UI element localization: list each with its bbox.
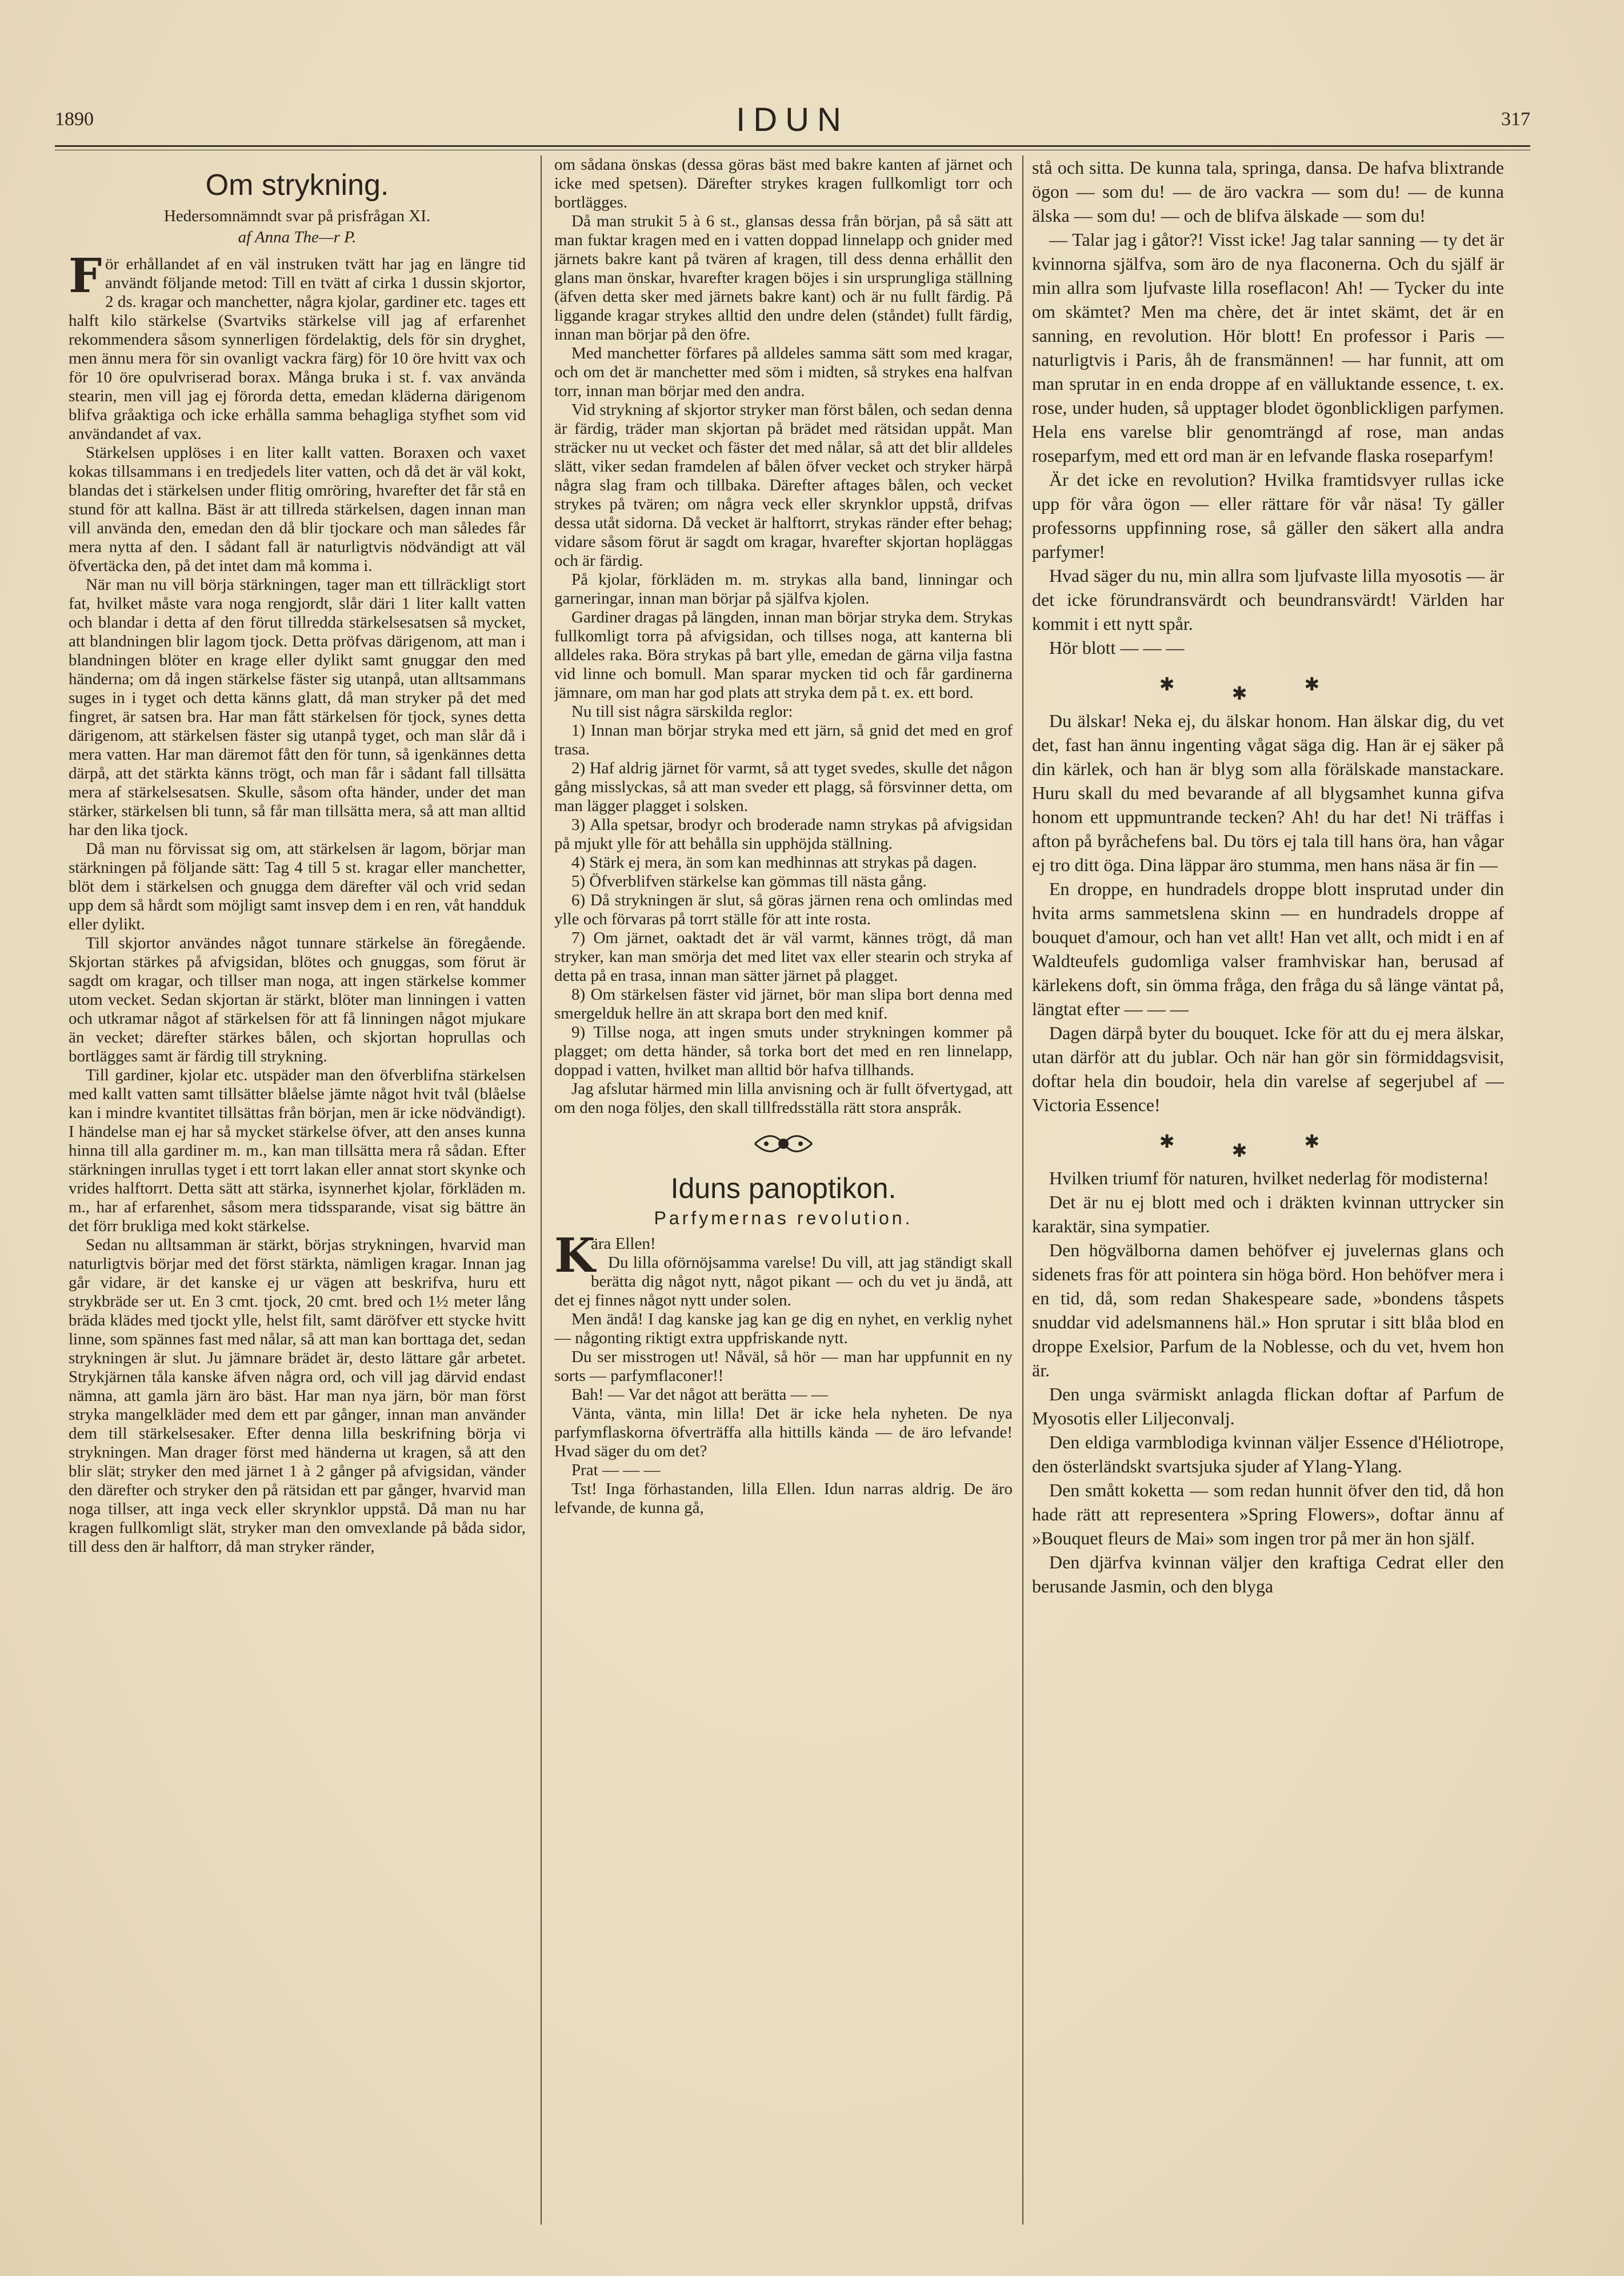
letter-paragraph: Du älskar! Neka ej, du älskar honom. Han älskar dig, du vet det, fast han ännu ingenting vågat säga dig. Han är ej säker på din kärlek, och han är blyg som alla förälskade manstackare. Huru skall du med bevarande af all blygsamhet kunna gifva honom ett uppmuntrande tecken? Ah! du har det! Ni träffas i afton på byråchefens bal. Du törs ej tala till hans öra, han vågar ej tro ditt öga. Dina läppar äro stumma, men hans näsa är fin — xyxy=(1032,710,1504,875)
article-byline: af Anna The—r P. xyxy=(238,228,357,246)
letter-paragraph: Prat — — — xyxy=(571,1461,661,1479)
section-title: Iduns panoptikon. xyxy=(670,1172,897,1204)
rule-item: 7) Om järnet, oaktadt det är väl varmt, kännes trögt, då man stryker, kan man smörja det med litet vax eller stearin och stryka af detta på en trasa, innan man sätter järnet på plagget. xyxy=(554,929,1013,985)
article-subtitle: Hedersomnämndt svar på prisfrågan XI. xyxy=(163,207,431,225)
letter-paragraph: En droppe, en hundradels droppe blott insprutad under din hvita arms sammetslena skinn — en hundradels droppe af bouquet d'amour, och han vet allt! Han vet allt, och midt i en af Waldteufels gudomliga valser framhviskar han, berusad af kärlekens doft, sin ömma fråga, den fråga du så länge väntat på, längtat efter — — — xyxy=(1032,879,1504,1019)
article-paragraph: Då man nu förvissat sig om, att stärkelsen är lagom, börjar man stärkningen på följande sätt: Tag 4 till 5 st. kragar eller manchetter, blöt dem i stärkelsen och gnugga dem därefter väl och vrid sedan upp dem så hårdt som möjligt samt insvep dem i en ren, våt handduk eller dylikt. xyxy=(69,840,526,933)
header-rule xyxy=(55,145,1530,147)
letter-paragraph: Den djärfva kvinnan väljer den kraftiga Cedrat eller den berusande Jasmin, och den blyga xyxy=(1032,1552,1504,1596)
letter-paragraph: Den smått koketta — som redan hunnit öfver den tid, då hon hade rätt att representera »Spring Flowers», doftar ännu af »Bouquet fleurs de Mai» som ingen tror på mer än hon själf. xyxy=(1032,1480,1504,1548)
rule-item: 1) Innan man börjar stryka med ett järn, så gnid det med en grof trasa. xyxy=(554,721,1013,758)
column-divider-1 xyxy=(541,155,542,2225)
article-paragraph: Jag afslutar härmed min lilla anvisning och är fullt öfvertygad, att om den noga följes, den skall tillfredsställa rätt stora anspråk. xyxy=(554,1080,1013,1117)
asterism-divider-icon: ✱✱✱ xyxy=(1159,674,1377,704)
article-paragraph: Till skjortor användes något tunnare stärkelse än föregående. Skjortan stärkes på afvigsidan, blötes och gnuggas, som förut är sagdt om kragar, och tillser man noga, att ingen stärkelse kommer utom vecket. Sedan skjortan är stärkt, blöter man linningen i vatten och utkramar något af stärkelsen för att få linningen något mjukare än vecket; därefter stärkes bålen, och skjortan hoprullas och bortlägges samt är färdig till strykning. xyxy=(69,934,526,1065)
section-subtitle: Parfymernas revolution. xyxy=(654,1208,913,1228)
masthead-title: IDUN xyxy=(736,101,849,138)
letter-paragraph: Den unga svärmiskt anlagda flickan doftar af Parfum de Myosotis eller Liljeconvalj. xyxy=(1032,1384,1504,1428)
article-paragraph: För erhållandet af en väl instruken tvätt har jag en längre tid användt följande metod: Till en tvätt af cirka 1 dussin skjortor, 2 ds. kragar och manchetter, några kjolar, gardiner etc. tages ett halft kilo stärkelse (Svartviks stärkelse vill jag af erfarenhet rekommendera såsom synnerligen fördelaktig, dels för sin dryghet, men ännu mera för sin ovanligt vackra färg) för 10 öre hvitt vax och för 10 öre opulvriserad borax. Många bruka i st. f. vax använda stearin, men vill jag ej förorda detta, emedan kläderna därigenom blifva gråaktiga och icke erhålla samma behagliga styfhet som vid användandet af vax. xyxy=(69,249,526,443)
rules-heading: Nu till sist några särskilda reglor: xyxy=(571,702,793,721)
rule-item: 4) Stärk ej mera, än som kan medhinnas att strykas på dagen. xyxy=(571,853,977,872)
letter-paragraph: Du ser misstrogen ut! Nåväl, så hör — man har uppfunnit en ny sorts — parfymflaconer!! xyxy=(554,1348,1013,1385)
rule-item: 5) Öfverblifven stärkelse kan gömmas till nästa gång. xyxy=(571,872,927,891)
letter-paragraph: Du lilla oförnöjsamma varelse! Du vill, att jag ständigt skall berätta dig något nytt, något pikant — och du vet ju ändå, att det ej finnes något nytt under solen. xyxy=(554,1253,1013,1309)
article-paragraph: om sådana önskas (dessa göras bäst med bakre kanten af järnet och icke med spetsen). Därefter strykes kragen fullkomligt torr och bortlägges. xyxy=(554,155,1013,211)
letter-paragraph: Hvilken triumf för naturen, hvilket nederlag för modisterna! xyxy=(1049,1168,1489,1188)
header-year: 1890 xyxy=(55,109,94,130)
letter-paragraph: Den eldiga varmblodiga kvinnan väljer Essence d'Héliotrope, den österländskt svartsjuka sjuder af Ylang-Ylang. xyxy=(1032,1432,1504,1476)
article-paragraph: Sedan nu alltsamman är stärkt, börjas strykningen, hvarvid man naturligtvis börjar med det först stärkta, nämligen kragar. Innan jag går vidare, är det kanske ej ur vägen att beskrifva, huru ett strykbräde ser ut. En 3 cmt. tjock, 20 cmt. bred och 1½ meter lång bräda klädes med tjockt ylle, helst filt, samt däröfver ett stycke hvitt linne, som spännes fast med nålar, så att man kan borttaga det, sedan strykningen är slut. Ju jämnare brädet är, desto lättare går arbetet. Strykjärnen tåla kanske äfven några ord, och vill jag därvid endast nämna, att gamla järn äro bäst. Har man nya järn, bör man först stryka mangelkläder med dem ett par gånger, innan man använder dem till stärkelsesaker. Efter denna lilla beskrifning börja vi strykningen. Man drager först med händerna ut kragen, så att den blir slät; stryker den med järnet 1 à 2 gånger på afvigsidan, vänder den därefter och stryker den på rätsidan ett par gånger, hvarvid man noga tillser, att inga veck eller skrynklor uppstå. Då man nu har kragen fullkomligt slät, stryker man den omvexlande på båda sidor, till dess den är halftorr, då man stryker ränder, xyxy=(69,1236,526,1556)
letter-paragraph: — Talar jag i gåtor?! Visst icke! Jag talar sanning — ty det är kvinnorna själfva, som äro de nya flaconerna. Och du själf är min allra som ljufvaste lilla roseflacon! Ah! — Tycker du inte om skämtet? Men ma chère, det är intet skämt, det är en sanning, en revolution. Hör blott! En professor i Paris — naturligtvis i Paris, åh de fransmännen! — har funnit, att om man sprutar in en enda droppe af en välluktande essence, t. ex. rose, under huden, så upptager blodet ögonblickligen parfymen. Hela ens varelse blir genomträngd af rose, man andas roseparfym, med ett ord man är en lefvande flaska roseparfym! xyxy=(1032,229,1504,466)
letter-paragraph: Hvad säger du nu, min allra som ljufvaste lilla myosotis — är det icke förundransvärdt och beundransvärdt! Världen har kommit i ett nytt spår. xyxy=(1032,565,1504,634)
letter-paragraph: Dagen därpå byter du bouquet. Icke för att du ej mera älskar, utan därför att du jublar. Och när han gör sin förmiddagsvisit, doftar hela din boudoir, hela din varelse af segerjubel af — Victoria Essence! xyxy=(1032,1023,1504,1115)
article-paragraph: Vid strykning af skjortor stryker man först bålen, och sedan denna är färdig, träder man skjortan på brädet med rätsidan uppåt. Man sträcker nu ut vecket och fäster det med nålar, så att det blir alldeles slätt, viker sedan framdelen af bålen öfver vecket och stryker härpå några slag fram och tillbaka. Därefter aftages bålen, och vecket strykes på tvären; om några veck eller skrynklor uppstå, drifvas dessa utåt sidorna. Då vecket är halftorrt, strykas ränder efter behag; vidare såsom förut är sagdt om kragar, hvarefter skjortan hopläggas och är färdig. xyxy=(554,401,1013,570)
letter-paragraph: Det är nu ej blott med och i dräkten kvinnan uttrycker sin karaktär, sina sympatier. xyxy=(1032,1192,1504,1236)
letter-paragraph: Tst! Inga förhastanden, lilla Ellen. Idun narras aldrig. De äro lefvande, de kunna gå, xyxy=(554,1480,1013,1517)
article-paragraph: Då man strukit 5 à 6 st., glansas dessa från början, på så sätt att man fuktar kragen med en i vatten doppad linnelapp och gnider med järnets bakre kant på tvären af kragen, till dess denna erhållit den glans man önskar, hvarefter kragen böjes i sin ursprungliga ställning (äfven detta sker med järnets bakre kant) och är nu fullt färdig. På liggande kragar strykes alltid den undre delen (ståndet) fullt färdig, innan man börjar på den öfre. xyxy=(554,212,1013,344)
rule-item: 8) Om stärkelsen fäster vid järnet, bör man slipa bort denna med smergelduk hellre än att skrapa bort den med knif. xyxy=(554,985,1013,1023)
column-3 xyxy=(1032,155,1504,2225)
rule-item: 6) Då strykningen är slut, så göras järnen rena och omlindas med ylle och förvaras på torrt ställe för att inte rosta. xyxy=(554,891,1013,928)
letter-salutation: K ära Ellen! xyxy=(554,1228,656,1283)
article-title: Om strykning. xyxy=(205,169,389,202)
column-divider-2 xyxy=(1022,155,1023,2225)
article-paragraph: På kjolar, förkläden m. m. strykas alla band, linningar och garneringar, innan man börjar på själfva kjolen. xyxy=(554,570,1013,608)
letter-paragraph: Den högvälborna damen behöfver ej juvelernas glans och sidenets fras för att pointera sin höga börd. Hon behöfver mera i en tid, då, som redan Shakespeare sade, »bondens tåspets snuddar vid adelsmannens häl.» Hon sprutar i sitt blåa blod en droppe Exelsior, Parfum de la Noblesse, och du vet, hvem hon är. xyxy=(1032,1240,1504,1380)
letter-paragraph: Bah! — Var det något att berätta — — xyxy=(571,1385,828,1404)
article-paragraph: Gardiner dragas på längden, innan man börjar stryka dem. Strykas fullkomligt torra på afvigsidan, och tillses noga, att kanterna bli alldeles raka. Böra strykas på bart ylle, emedan de gärna vilja fastna vid linne och bomull. Man sparar mycken tid och får gardinerna jämnare, om man har god plats att stryka dem på t. ex. ett bord. xyxy=(554,608,1013,702)
column-1 xyxy=(69,155,526,2225)
page-number: 317 xyxy=(1501,109,1530,130)
article-paragraph: När man nu vill börja stärkningen, tager man ett tillräckligt stort fat, hvilket måste vara noga rengjordt, slår däri 1 liter kallt vatten och blandar i detta af den förut tillredda stärkelsesatsen så mycket, att blandningen blir lagom tjock. Detta pröfvas därigenom, att man i blandningen blöter en krage eller dylikt samt gnuggar den med händerna; om då ingen stärkelse fäster sig utanpå, utan alltsammans suges in i tyget och detta känns glatt, då man stryker på det med fingret, är satsen bra. Har man fått stärkelsen för tjock, synes detta därigenom, att stärkelsen fäster sig utanpå tyget, och man slår då i mera vatten. Har man däremot fått den för tunn, så igenkännes detta därpå, att det stärkta känns trögt, och man får i sådant fall tillsätta mera af stärkelsesatsen. Skulle, såsom ofta händer, under det man stärker, stärkelsen bli tunn, så får man tillsätta mera, så att man alltid har den lika tjock. xyxy=(69,576,526,839)
asterism-divider-icon: ✱✱✱ xyxy=(1159,1131,1377,1161)
page-header xyxy=(55,101,1530,146)
article-paragraph: Med manchetter förfares på alldeles samma sätt som med kragar, och om det är manchetter med söm i midten, så strykes ena halfvan torr, innan man börjar med den andra. xyxy=(554,344,1013,400)
drop-cap: F xyxy=(69,249,102,304)
letter-paragraph: Vänta, vänta, min lilla! Det är icke hela nyheten. De nya parfymflaskorna öfverträffa alla hittills kända — de äro lefvande! Hvad säger du om det? xyxy=(554,1404,1013,1460)
letter-paragraph: Hör blott — — — xyxy=(1049,637,1185,658)
letter-paragraph: Men ändå! I dag kanske jag kan ge dig en nyhet, en verklig nyhet — någonting riktigt extra uppfriskande nytt. xyxy=(554,1310,1013,1347)
article-paragraph: Till gardiner, kjolar etc. utspäder man den öfverblifna stärkelsen med kallt vatten samt tillsätter blåelse jämte något hvit tvål (blåelse kan i mindre kvantitet tillsättas från början, men är icke nödvändigt). I händelse man ej har så mycket stärkelse öfver, att den anses kunna hinna till alla gardiner m. m., kan man tillsätta mera rå sådan. Efter stärkningen inrullas tyget i ett torrt lakan eller annat stort skynke och vrides halftorrt. Detta sätt att stärka, isynnerhet kjolar, förkläden m. m., har af erfarenhet, såsom mera tidssparande, visat sig bättre än det förr brukliga med kokt stärkelse. xyxy=(69,1066,526,1235)
rule-item: 2) Haf aldrig järnet för varmt, så att tyget svedes, skulle det någon gång misslyckas, så att man sveder ett plagg, så försvinner detta, om man lägger plagget i solsken. xyxy=(554,759,1013,815)
column-2 xyxy=(554,155,1013,2225)
article-paragraph: Stärkelsen upplöses i en liter kallt vatten. Boraxen och vaxet kokas tillsammans i en tredjedels liter vatten, och då det är väl kokt, blandas det i stärkelsen under flitig omröring, hvarefter det får stå en stund för att kallna. Bäst är att tillreda stärkelsen, dagen innan man vill använda den, emedan den då blir tjockare och man således får mera nytta af den. I sådant fall är naturligtvis nödvändigt att väl öfvertäcka den, på det intet dam må komma i. xyxy=(69,444,526,575)
rule-item: 9) Tillse noga, att ingen smuts under strykningen kommer på plagget; om detta händer, så torka bort det med en ren linnelapp, doppad i vatten, hvilket man alltid bör hafva tillhands. xyxy=(554,1023,1013,1079)
ornament-divider-icon xyxy=(554,1131,1013,1161)
drop-cap: K xyxy=(554,1228,595,1283)
letter-paragraph: stå och sitta. De kunna tala, springa, dansa. De hafva blixtrande ögon — som du! — de äro vackra — som du! — de kunna älska — som du! — och de blifva älskade — som du! xyxy=(1032,157,1504,226)
letter-paragraph: Är det icke en revolution? Hvilka framtidsvyer rullas icke upp för våra ögon — eller rättare för vår näsa! Ty gäller professorns uppfinning rose, så gäller den säkert alla andra parfymer! xyxy=(1032,469,1504,562)
rule-item: 3) Alla spetsar, brodyr och broderade namn strykas på afvigsidan på mjukt ylle för att behålla sin upphöjda ställning. xyxy=(554,816,1013,853)
